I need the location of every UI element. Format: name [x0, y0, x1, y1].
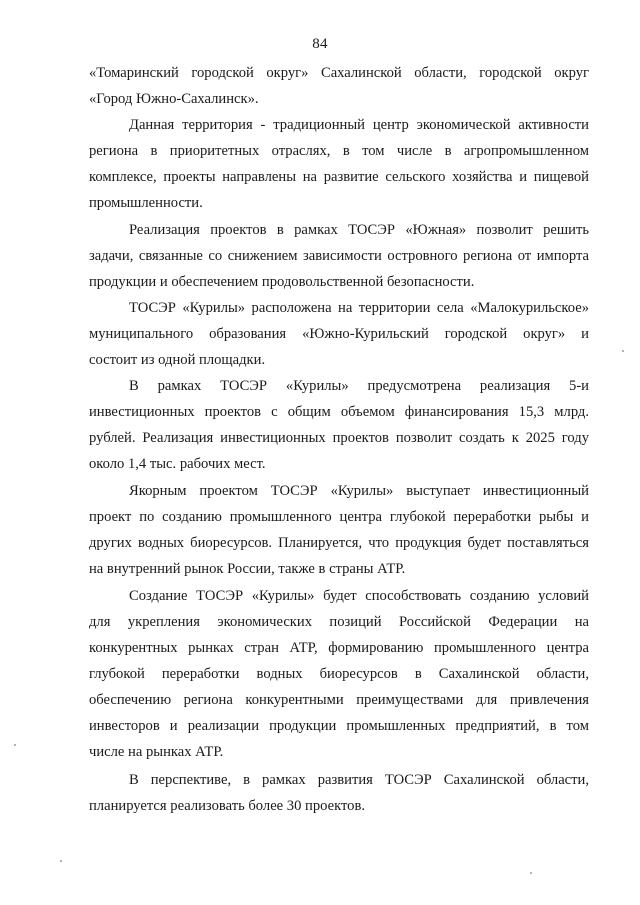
- paragraph: [89, 295, 589, 373]
- text-line: около 1,4 тыс. рабочих мест.: [89, 456, 266, 472]
- text-line: состоит из одной площадки.: [89, 352, 266, 368]
- text-line: на внутренний рынок России, также в страны АТР.: [89, 561, 406, 577]
- text-line: В перспективе, в рамках развития ТОСЭР Сахалинской области,: [129, 772, 589, 788]
- text-line: В рамках ТОСЭР «Курилы» предусмотрена реализация 5-и: [129, 378, 589, 394]
- text-line: других водных биоресурсов. Планируется, что продукция будет поставляться: [89, 535, 589, 551]
- scan-speck: [530, 872, 532, 874]
- scan-speck: [622, 350, 624, 352]
- paragraph: [89, 583, 589, 765]
- text-line: рублей. Реализация инвестиционных проектов позволит создать к 2025 году: [89, 430, 589, 446]
- text-line: числе на рынках АТР.: [89, 744, 224, 760]
- text-line: Создание ТОСЭР «Курилы» будет способствовать созданию условий: [129, 588, 589, 604]
- text-line: обеспечению региона конкурентными преимуществами для привлечения: [89, 692, 589, 708]
- text-line: конкурентных рынках стран АТР, формированию промышленного центра: [89, 640, 589, 656]
- paragraph: [89, 217, 589, 295]
- text-line: Данная территория - традиционный центр экономической активности: [129, 117, 589, 133]
- text-line: муниципального образования «Южно-Курильский городской округ» и: [89, 326, 589, 342]
- paragraph: [89, 112, 589, 216]
- text-line: глубокой переработки водных биоресурсов в Сахалинской области,: [89, 666, 589, 682]
- text-line: ТОСЭР «Курилы» расположена на территории села «Малокурильское»: [129, 300, 589, 316]
- text-line: проект по созданию промышленного центра глубокой переработки рыбы и: [89, 509, 589, 525]
- paragraph: [89, 373, 589, 477]
- text-line: продукции и обеспечением продовольственной безопасности.: [89, 274, 475, 290]
- text-line: инвестиционных проектов с общим объемом финансирования 15,3 млрд.: [89, 404, 589, 420]
- paragraph: [89, 60, 589, 112]
- scan-speck: [60, 860, 62, 862]
- text-line: планируется реализовать более 30 проектов.: [89, 798, 366, 814]
- text-line: инвесторов и реализации продукции промышленных предприятий, в том: [89, 718, 589, 734]
- paragraph: [89, 478, 589, 582]
- text-line: задачи, связанные со снижением зависимости островного региона от импорта: [89, 248, 589, 264]
- text-line: промышленности.: [89, 195, 203, 211]
- text-line: «Город Южно-Сахалинск».: [89, 91, 259, 107]
- text-line: комплексе, проекты направлены на развитие сельского хозяйства и пищевой: [89, 169, 589, 185]
- text-line: для укрепления экономических позиций Российской Федерации на: [89, 614, 589, 630]
- text-line: Реализация проектов в рамках ТОСЭР «Южная» позволит решить: [129, 222, 589, 238]
- page-number: 84: [312, 36, 328, 52]
- scan-speck: [14, 744, 16, 746]
- paragraph: [89, 767, 589, 819]
- text-line: «Томаринский городской округ» Сахалинской области, городской округ: [89, 65, 589, 81]
- text-line: Якорным проектом ТОСЭР «Курилы» выступает инвестиционный: [129, 483, 589, 499]
- text-line: региона в приоритетных отраслях, в том числе в агропромышленном: [89, 143, 589, 159]
